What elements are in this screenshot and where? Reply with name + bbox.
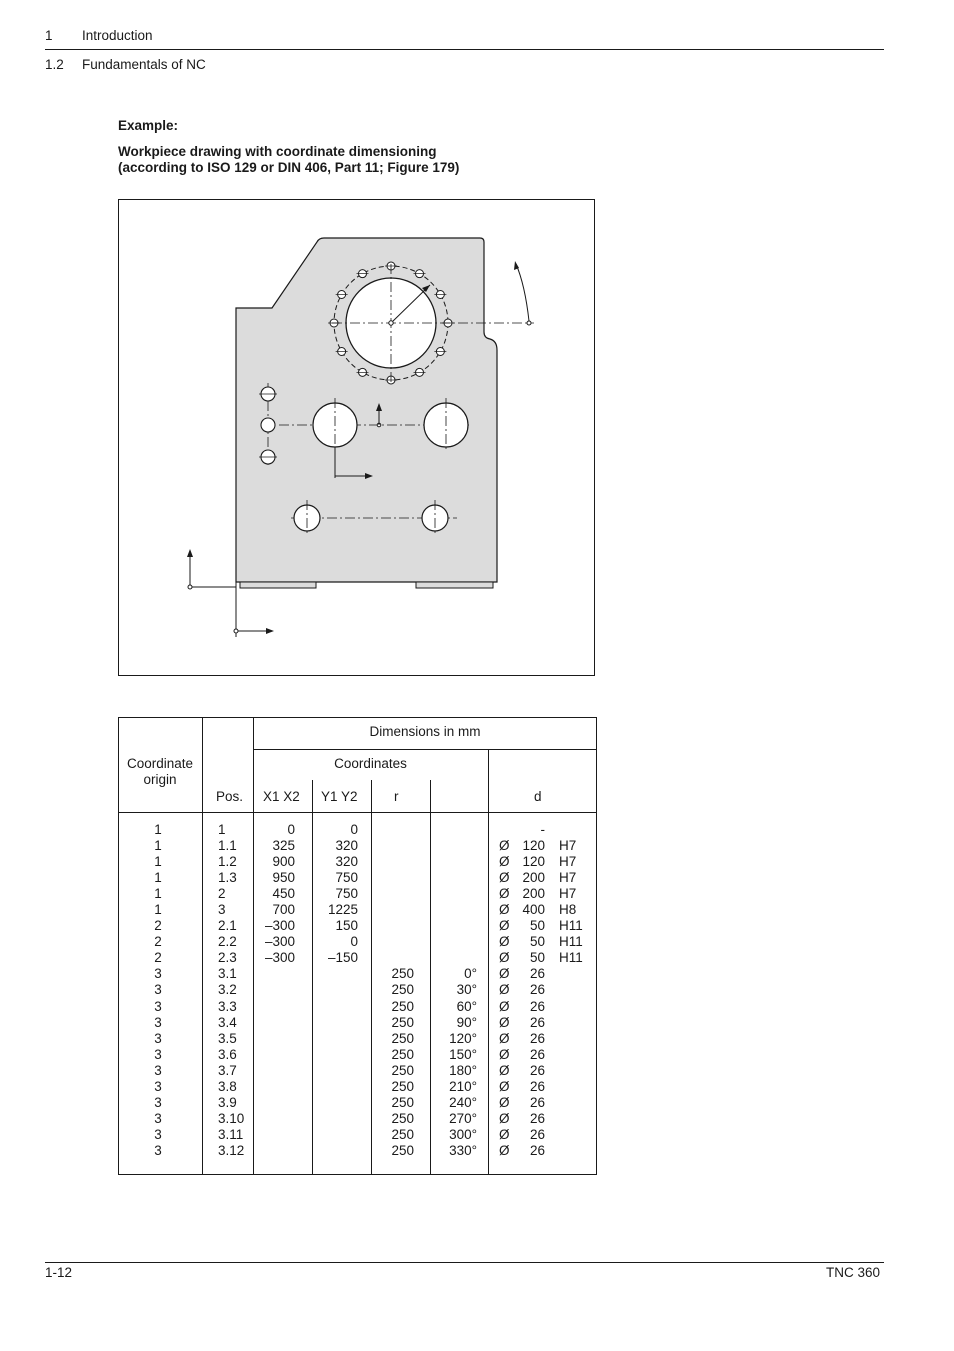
cell-r: 250 (391, 1014, 414, 1030)
cell-y (316, 1047, 358, 1063)
cell-x (258, 1015, 295, 1031)
cell-angle (436, 870, 477, 886)
column-d-symbol (499, 822, 513, 1159)
cell-r (378, 918, 414, 934)
cell-dsym: Ø (499, 1030, 510, 1046)
cell-origin: 3 (154, 1110, 162, 1126)
header-x: X1 X2 (263, 789, 300, 804)
cell-y (316, 999, 358, 1015)
cell-y (316, 1063, 358, 1079)
cell-angle (436, 838, 477, 854)
cell-r: 250 (391, 966, 414, 982)
cell-angle: 180° (449, 1062, 477, 1078)
cell-pos: 3.2 (218, 982, 237, 998)
cell-tol (559, 1079, 589, 1095)
origin-3-dot (389, 321, 393, 325)
cell-x (258, 1111, 295, 1127)
cell-r (378, 870, 414, 886)
cell-tol (559, 1015, 589, 1031)
chapter-title: Introduction (82, 28, 153, 43)
workpiece-foot-right (416, 582, 493, 588)
cell-angle: 150° (449, 1046, 477, 1062)
cell-dval: 26 (529, 1142, 545, 1158)
cell-origin: 3 (154, 1078, 162, 1094)
cell-r: 250 (391, 1046, 414, 1062)
cell-dval: 26 (529, 1110, 545, 1126)
cell-angle: 210° (449, 1078, 477, 1094)
cell-y (316, 982, 358, 998)
cell-x: 950 (272, 870, 295, 886)
cell-x: 0 (287, 822, 295, 837)
cell-dsym: Ø (499, 1142, 510, 1158)
column-y (316, 822, 358, 1159)
cell-origin: 3 (154, 1126, 162, 1142)
origin-1-left-y-arrowhead (187, 549, 193, 557)
cell-r (378, 822, 414, 838)
chapter-number: 1 (45, 28, 53, 43)
cell-pos: 1.1 (218, 838, 237, 854)
origin-1-bottom-dot (234, 629, 238, 633)
cell-pos: 3.9 (218, 1094, 237, 1110)
cell-tol (559, 1127, 589, 1143)
cell-x (258, 1063, 295, 1079)
header-r: r (394, 789, 399, 804)
cell-x: 900 (272, 854, 295, 870)
cell-dval: 200 (522, 870, 545, 886)
cell-pos: 1 (218, 822, 226, 837)
cell-dsym: Ø (499, 1046, 510, 1062)
cell-dsym: Ø (499, 982, 510, 998)
column-pos (218, 822, 252, 1159)
cell-dsym: Ø (499, 1094, 510, 1110)
cell-angle: 30° (456, 982, 477, 998)
cell-dsym: Ø (499, 918, 510, 934)
cell-tol (559, 999, 589, 1015)
cell-angle (436, 950, 477, 966)
header-rule (45, 49, 884, 50)
cell-dval: 26 (529, 1094, 545, 1110)
cell-dsym (499, 822, 513, 838)
cell-y (316, 1031, 358, 1047)
cell-tol: H11 (559, 950, 583, 966)
cell-x (258, 966, 295, 982)
cell-dsym: Ø (499, 934, 510, 950)
cell-angle: 240° (449, 1094, 477, 1110)
cell-x (258, 1079, 295, 1095)
cell-origin: 3 (154, 1046, 162, 1062)
cell-angle (436, 902, 477, 918)
column-x (258, 822, 295, 1159)
cell-dval: 120 (522, 838, 545, 854)
section-number: 1.2 (45, 57, 64, 72)
cell-dval: 26 (529, 1046, 545, 1062)
cell-angle (436, 918, 477, 934)
cell-origin: 1 (154, 870, 162, 886)
cell-dsym: Ø (499, 1078, 510, 1094)
cell-x: –300 (264, 934, 295, 950)
cell-origin: 3 (154, 1030, 162, 1046)
cell-y (316, 1143, 358, 1159)
cell-tol (559, 1031, 589, 1047)
cell-angle (436, 886, 477, 902)
cell-x (258, 1127, 295, 1143)
cell-origin: 3 (154, 1094, 162, 1110)
cell-pos: 3.3 (218, 998, 237, 1014)
column-angle (436, 822, 477, 1159)
header-pos: Pos. (216, 789, 244, 804)
dimension-table (118, 717, 597, 1175)
cell-dsym: Ø (499, 886, 510, 902)
cell-tol (559, 982, 589, 998)
cell-dval: 50 (529, 934, 545, 950)
cell-pos: 2.2 (218, 934, 237, 950)
cell-dval: 26 (529, 1062, 545, 1078)
column-origin (138, 822, 178, 1159)
cell-angle: 330° (449, 1142, 477, 1158)
cell-r: 250 (391, 1094, 414, 1110)
cell-x (258, 999, 295, 1015)
cell-y: 750 (335, 886, 358, 902)
cell-pos: 1.3 (218, 870, 237, 886)
footer-rule (45, 1262, 884, 1263)
cell-dval: 50 (529, 918, 545, 934)
cell-pos: 2 (218, 886, 226, 902)
cell-angle: 270° (449, 1110, 477, 1126)
cell-y: 320 (335, 838, 358, 854)
cell-dsym: Ø (499, 966, 510, 982)
cell-pos: 1.2 (218, 854, 237, 870)
cell-origin: 1 (154, 822, 162, 837)
cell-dval: 26 (529, 966, 545, 982)
cell-x (258, 1047, 295, 1063)
cell-origin: 3 (154, 966, 162, 982)
cell-y: 320 (335, 854, 358, 870)
cell-r: 250 (391, 1110, 414, 1126)
header-dimensions: Dimensions in mm (369, 724, 481, 739)
cell-dval: 26 (529, 1126, 545, 1142)
column-r (378, 822, 414, 1159)
origin-1-left-dot (188, 585, 192, 589)
cell-tol: H8 (559, 902, 577, 918)
cell-origin: 3 (154, 1142, 162, 1158)
cell-x: –300 (264, 950, 295, 966)
cell-tol (559, 1095, 589, 1111)
cell-x (258, 1095, 295, 1111)
workpiece-foot-left (240, 582, 316, 588)
cell-tol: H7 (559, 854, 577, 870)
cell-y: 150 (335, 918, 358, 934)
cell-dval: 400 (522, 902, 545, 918)
cell-angle: 90° (456, 1014, 477, 1030)
cell-dval: - (540, 822, 545, 837)
cell-tol (559, 966, 589, 982)
cell-tol: H7 (559, 838, 577, 854)
cell-y (316, 1015, 358, 1031)
cell-angle (436, 822, 477, 838)
header-origin: Coordinate origin (126, 756, 194, 787)
cell-x (258, 982, 295, 998)
cell-r: 250 (391, 1126, 414, 1142)
cell-angle (436, 854, 477, 870)
cell-dsym: Ø (499, 950, 510, 966)
angle-ref-dot (527, 321, 531, 325)
cell-origin: 2 (154, 918, 162, 934)
example-title-line1: Workpiece drawing with coordinate dimensioning (118, 144, 437, 159)
example-label: Example: (118, 118, 179, 133)
page-number: 1-12 (45, 1265, 73, 1280)
cell-dsym: Ø (499, 998, 510, 1014)
cell-tol (559, 1047, 589, 1063)
cell-x: 450 (272, 886, 295, 902)
header-y: Y1 Y2 (321, 789, 358, 804)
cell-origin: 1 (154, 886, 162, 902)
cell-pos: 2.1 (218, 918, 237, 934)
cell-r: 250 (391, 1078, 414, 1094)
cell-dval: 26 (529, 1014, 545, 1030)
cell-tol (559, 822, 589, 838)
cell-pos: 3.5 (218, 1030, 237, 1046)
cell-r: 250 (391, 1062, 414, 1078)
cell-tol: H7 (559, 870, 577, 886)
cell-tol (559, 1063, 589, 1079)
workpiece-drawing (118, 199, 595, 676)
cell-dval: 200 (522, 886, 545, 902)
cell-y (316, 1095, 358, 1111)
cell-y: 750 (335, 870, 358, 886)
cell-dval: 50 (529, 950, 545, 966)
cell-angle (436, 934, 477, 950)
cell-y (316, 1111, 358, 1127)
hole-2-2 (261, 418, 275, 432)
cell-pos: 3.7 (218, 1062, 237, 1078)
cell-y (316, 1127, 358, 1143)
section-title: Fundamentals of NC (82, 57, 206, 72)
header-coordinates: Coordinates (334, 756, 407, 771)
product-name: TNC 360 (826, 1265, 881, 1280)
cell-angle: 60° (456, 998, 477, 1014)
cell-origin: 1 (154, 838, 162, 854)
origin-1-bottom-x-arrowhead (266, 628, 274, 634)
cell-r: 250 (391, 1142, 414, 1158)
cell-y: 1225 (327, 902, 358, 918)
cell-x: –300 (264, 918, 295, 934)
column-d-value (514, 822, 545, 1159)
cell-r (378, 854, 414, 870)
header-d: d (534, 789, 542, 804)
cell-tol: H11 (559, 918, 583, 934)
cell-pos: 3.12 (218, 1142, 245, 1158)
cell-r: 250 (391, 982, 414, 998)
cell-r (378, 934, 414, 950)
cell-origin: 3 (154, 1014, 162, 1030)
cell-pos: 3.8 (218, 1078, 237, 1094)
cell-r (378, 902, 414, 918)
cell-dsym: Ø (499, 854, 510, 870)
cell-origin: 1 (154, 854, 162, 870)
cell-dval: 26 (529, 1078, 545, 1094)
cell-angle: 120° (449, 1030, 477, 1046)
cell-y: 0 (350, 934, 358, 950)
example-title-line2: (according to ISO 129 or DIN 406, Part 11; Figure 179) (118, 160, 460, 175)
workpiece-drawing-svg (119, 200, 596, 677)
cell-r (378, 950, 414, 966)
cell-x (258, 1031, 295, 1047)
cell-dsym: Ø (499, 1014, 510, 1030)
cell-tol (559, 1111, 589, 1127)
cell-r: 250 (391, 1030, 414, 1046)
cell-dsym: Ø (499, 902, 510, 918)
cell-x (258, 1143, 295, 1159)
cell-dsym: Ø (499, 1126, 510, 1142)
cell-x: 700 (272, 902, 295, 918)
cell-dsym: Ø (499, 838, 510, 854)
cell-pos: 2.3 (218, 950, 237, 966)
cell-dval: 26 (529, 982, 545, 998)
cell-x: 325 (272, 838, 295, 854)
cell-pos: 3.6 (218, 1046, 237, 1062)
cell-pos: 3.1 (218, 966, 237, 982)
cell-dsym: Ø (499, 1110, 510, 1126)
cell-y: –150 (327, 950, 358, 966)
cell-origin: 3 (154, 1062, 162, 1078)
angle-arc (516, 264, 529, 321)
column-tolerance (559, 822, 589, 1159)
cell-pos: 3.4 (218, 1014, 237, 1030)
cell-dsym: Ø (499, 870, 510, 886)
cell-y (316, 1079, 358, 1095)
cell-origin: 3 (154, 982, 162, 998)
cell-tol (559, 1143, 589, 1159)
cell-dval: 26 (529, 1030, 545, 1046)
cell-r (378, 886, 414, 902)
cell-angle: 300° (449, 1126, 477, 1142)
cell-r: 250 (391, 998, 414, 1014)
cell-dsym: Ø (499, 1062, 510, 1078)
cell-dval: 120 (522, 854, 545, 870)
cell-pos: 3.10 (218, 1110, 245, 1126)
cell-origin: 3 (154, 998, 162, 1014)
cell-origin: 1 (154, 902, 162, 918)
cell-dval: 26 (529, 998, 545, 1014)
cell-pos: 3 (218, 902, 226, 918)
cell-y (316, 966, 358, 982)
cell-origin: 2 (154, 934, 162, 950)
cell-tol: H7 (559, 886, 577, 902)
cell-r (378, 838, 414, 854)
cell-origin: 2 (154, 950, 162, 966)
cell-tol: H11 (559, 934, 583, 950)
cell-pos: 3.11 (218, 1126, 244, 1142)
cell-y: 0 (350, 822, 358, 837)
cell-angle: 0° (464, 966, 477, 982)
